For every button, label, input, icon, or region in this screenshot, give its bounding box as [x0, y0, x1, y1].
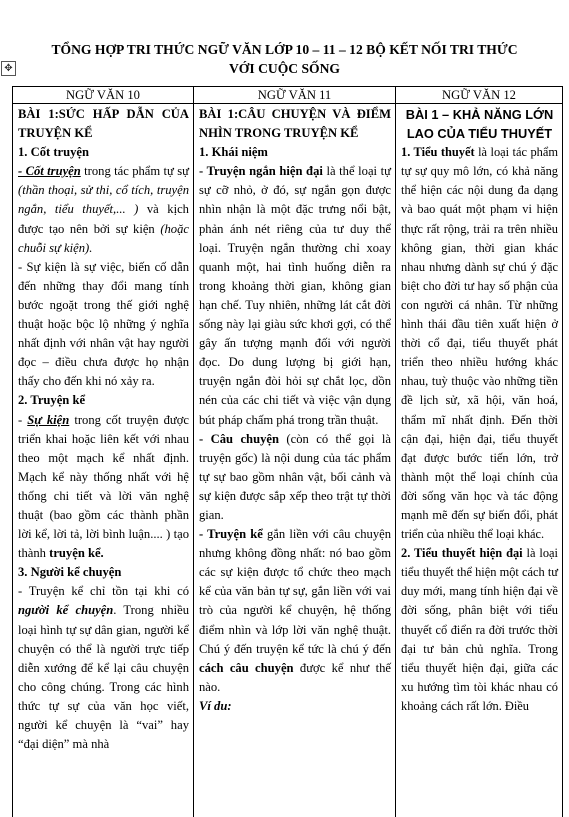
paragraph: 2. Tiểu thuyết hiện đại là loại tiểu thuyết thể hiện một cách tư duy mới, mang tính hiện đại về đời sống, phân biệt với tiểu thuyết cổ điển ra đời trước thời đại tư bản chủ nghĩa. Trong tiểu thuyết hiện đại, giữa các xu hướng tìm tòi khác nhau có khoảng cách rất lớn. Điều: [401, 546, 558, 713]
lesson-title-10: BÀI 1:SỨC HẤP DẪN CỦA TRUYỆN KỂ: [18, 107, 189, 141]
header-ngu-van-11: NGỮ VĂN 11: [194, 87, 396, 104]
header-ngu-van-10: NGỮ VĂN 10: [13, 87, 194, 104]
column-ngu-van-10: [13, 104, 194, 817]
paragraph: 1. Tiểu thuyết là loại tác phẩm tự sự quy mô lớn, có khả năng thể hiện các nội dung đa dạng và bao quát một phạm vi hiện thực rất rộng, trải ra trên nhiều không gian, thời gian khác nhau nhưng dành sự chú ý đặc biệt cho đời tư hay số phận của con người cá nhân. Từ những hình thái đầu tiên xuất hiện ở thời cổ đại, tiểu thuyết phát triển theo nhiều hướng khác nhau, tuỳ thuộc vào những tiền đề lịch sử, xã hội, văn hoá, thẩm mĩ nhất định. Đến thời cận đại, hiện đại, tiểu thuyết đạt được bước tiến lớn, trở thành một thể loại chính của đời sống văn học và tác động mạnh mẽ đến sự biến đổi, phát triển của nhiều thể loại khác.: [401, 145, 558, 542]
term: người kể chuyện: [18, 603, 114, 618]
term: - Câu chuyện: [199, 431, 279, 446]
term: cách câu chuyện: [199, 660, 294, 675]
term: - Truyện ngắn hiện đại: [199, 164, 323, 179]
section-heading: 3. Người kể chuyện: [18, 565, 122, 580]
term: 2. Tiểu thuyết hiện đại: [401, 546, 523, 561]
title-line-2: VỚI CUỘC SỐNG: [228, 61, 341, 76]
title-line-1: TỔNG HỢP TRI THỨC NGỮ VĂN LỚP 10 – 11 – 12 BỘ KẾT NỐI TRI THỨC: [51, 42, 518, 57]
paragraph: - Sự kiện là sự việc, biến cố dẫn đến những thay đổi mang tính bước ngoặt trong thế giới nghệ thuật hoặc bộc lộ những ý nghĩa nhất định với nhân vật hay người đọc – điều chưa được họ nhận thấy cho đến khi nó xảy ra.: [18, 259, 189, 389]
term: Sự kiện: [27, 412, 70, 427]
lesson-title-11: BÀI 1:CÂU CHUYỆN VÀ ĐIỂM NHÌN TRONG TRUYỆN KỂ: [199, 107, 391, 141]
example-label: Ví du:: [199, 698, 232, 713]
lesson-title-12: BÀI 1 – KHẢ NĂNG LỚN LAO CỦA TIỂU THUYẾT: [405, 107, 554, 142]
paragraph: - Truyện kể chỉ tồn tại khi có người kể chuyện. Trong nhiều loại hình tự sự dân gian, người kể chuyện có thể là người trực tiếp diễn xướng để kể lại câu chuyện cho công chúng. Trong các hình thức tự sự của văn học viết, người kể chuyện là “vai” hay “đại diện” mà nhà: [18, 584, 189, 752]
document-title: [20, 40, 549, 78]
section-heading: 1. Khái niệm: [199, 145, 268, 160]
section-heading: 2. Truyện kể: [18, 393, 86, 408]
paragraph: - Truyện ngắn hiện đại là thể loại tự sự cỡ nhỏ, ở đó, sự ngắn gọn được nhìn nhận là một đặc trưng nổi bật, phản ánh nét riêng của tư duy thể loại. Truyện ngắn thường chỉ xoay quanh một, hai tình huống diễn ra trong khoảng thời gian, không gian hạn chế. Tuy nhiên, những lát cắt đời sống này lại giàu sức khơi gợi, có thể gây ấn tượng mạnh đối với người đọc. Do dung lượng bị giới hạn, truyện ngắn đòi hỏi sự chắt lọc, dồn nén của các chi tiết và việc vận dụng bút pháp chấm phá trong trần thuật.: [199, 164, 391, 427]
term: truyện kể.: [49, 546, 104, 561]
paragraph: - Sự kiện trong cốt truyện được triển khai hoặc liên kết với nhau theo một mạch kể nhất định. Mạch kể này thống nhất với hệ thống chi tiết và lời văn nghệ thuật (bao gồm các thành phần lời kể, lời tả, lời bình luận.... ) tạo thành truyện kể.: [18, 412, 190, 561]
header-ngu-van-12: NGỮ VĂN 12: [396, 87, 563, 104]
paragraph: - Cốt truyện trong tác phẩm tự sự (thần thoại, sử thi, cổ tích, truyện ngắn, tiểu thuyết,... ) và kịch được tạo nên bởi sự kiện (hoặc chuỗi sự kiện).: [18, 164, 189, 255]
paragraph: - Truyện kể gắn liền với câu chuyện nhưng không đồng nhất: nó bao gồm các sự kiện được tổ chức theo mạch kể của văn bản tự sự, gắn liền với vai trò của người kể chuyện, hệ thống điểm nhìn và lớp lời văn nghệ thuật. Chú ý đến truyện kể tức là chú ý đến cách câu chuyện được kể như thế nào.: [199, 527, 392, 694]
term: - Truyện kể: [199, 527, 263, 542]
column-ngu-van-12: [396, 104, 563, 817]
term: 1. Tiểu thuyết: [401, 145, 475, 160]
knowledge-table: [12, 86, 563, 817]
section-heading: 1. Cốt truyện: [18, 145, 90, 160]
column-ngu-van-11: [194, 104, 396, 817]
table-move-handle-icon[interactable]: ✥: [1, 61, 16, 76]
term: - Cốt truyện: [18, 164, 81, 179]
paragraph: - Câu chuyện (còn có thể gọi là truyện gốc) là nội dung của tác phẩm tự sự bao gồm nhân vật, bối cảnh và sự kiện được sắp xếp theo trật tự thời gian.: [199, 431, 392, 522]
